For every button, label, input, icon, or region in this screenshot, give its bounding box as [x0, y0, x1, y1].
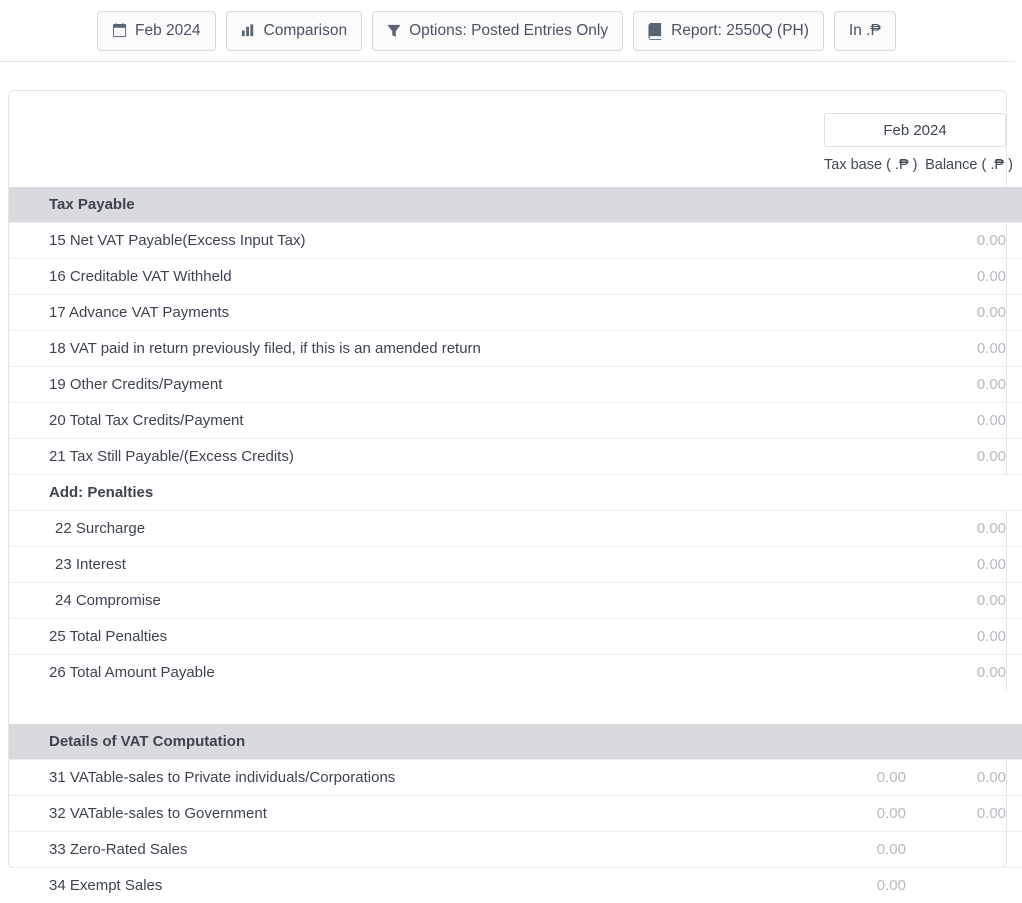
table-row[interactable] — [9, 796, 1022, 832]
column-header-row — [9, 147, 1022, 187]
report-body — [9, 91, 1022, 903]
row-balance: 0.00 — [916, 583, 1022, 619]
row-tax-base — [824, 403, 916, 439]
period-header-row — [9, 91, 1022, 147]
row-balance: 0.00 — [916, 403, 1022, 439]
section-header-vat-computation[interactable] — [9, 724, 1022, 760]
row-balance — [916, 832, 1022, 868]
column-header-balance: Balance ( .₱ ) — [916, 147, 1022, 187]
table-row[interactable] — [9, 760, 1022, 796]
report-container — [0, 62, 1015, 868]
facet-period-label: Feb 2024 — [135, 22, 201, 40]
row-label: 21 Tax Still Payable/(Excess Credits) — [9, 439, 824, 475]
row-label: 17 Advance VAT Payments — [9, 295, 824, 331]
facet-comparison[interactable] — [226, 11, 363, 51]
book-icon — [648, 23, 663, 38]
row-balance: 0.00 — [916, 223, 1022, 259]
filter-icon — [387, 24, 401, 38]
facet-currency-label: In .₱ — [849, 22, 881, 40]
report-scroll-area[interactable] — [9, 91, 1006, 867]
facet-options-label: Options: Posted Entries Only — [409, 22, 608, 40]
row-label: 34 Exempt Sales — [9, 868, 824, 903]
facet-report-label: Report: 2550Q (PH) — [671, 22, 809, 40]
row-label: 23 Interest — [9, 547, 824, 583]
table-row[interactable] — [9, 868, 1022, 903]
row-balance: 0.00 — [916, 367, 1022, 403]
row-balance: 0.00 — [916, 547, 1022, 583]
bar-chart-icon — [241, 23, 256, 38]
row-label: 31 VATable-sales to Private individuals/Corporations — [9, 760, 824, 796]
row-tax-base — [824, 295, 916, 331]
facet-comparison-label: Comparison — [264, 22, 348, 40]
row-balance: 0.00 — [916, 760, 1022, 796]
row-balance: 0.00 — [916, 511, 1022, 547]
row-label: 15 Net VAT Payable(Excess Input Tax) — [9, 223, 824, 259]
row-label: 24 Compromise — [9, 583, 824, 619]
row-tax-base — [824, 583, 916, 619]
table-row[interactable] — [9, 223, 1022, 259]
subsection-title: Add: Penalties — [9, 475, 824, 511]
row-balance: 0.00 — [916, 655, 1022, 691]
row-tax-base: 0.00 — [824, 832, 916, 868]
row-balance — [916, 868, 1022, 903]
row-tax-base — [824, 439, 916, 475]
facet-report[interactable] — [633, 11, 824, 51]
row-tax-base — [824, 331, 916, 367]
table-row[interactable] — [9, 832, 1022, 868]
table-row[interactable] — [9, 295, 1022, 331]
facet-options[interactable] — [372, 11, 623, 51]
table-row[interactable] — [9, 403, 1022, 439]
row-tax-base — [824, 511, 916, 547]
row-tax-base — [824, 367, 916, 403]
period-column-header: Feb 2024 — [824, 113, 1006, 147]
table-row[interactable] — [9, 511, 1022, 547]
row-label: 22 Surcharge — [9, 511, 824, 547]
subsection-header-penalties[interactable] — [9, 475, 1022, 511]
row-tax-base — [824, 619, 916, 655]
table-row[interactable] — [9, 619, 1022, 655]
row-balance: 0.00 — [916, 259, 1022, 295]
row-balance: 0.00 — [916, 439, 1022, 475]
calendar-icon — [112, 23, 127, 38]
row-tax-base — [824, 547, 916, 583]
vat-report-table — [9, 91, 1022, 903]
row-tax-base: 0.00 — [824, 760, 916, 796]
table-row[interactable] — [9, 439, 1022, 475]
row-label: 25 Total Penalties — [9, 619, 824, 655]
row-label: 33 Zero-Rated Sales — [9, 832, 824, 868]
section-header-tax-payable[interactable] — [9, 187, 1022, 223]
section-title: Tax Payable — [9, 187, 824, 223]
column-header-tax-base: Tax base ( .₱ ) — [824, 147, 916, 187]
row-balance: 0.00 — [916, 331, 1022, 367]
row-label: 16 Creditable VAT Withheld — [9, 259, 824, 295]
row-label: 26 Total Amount Payable — [9, 655, 824, 691]
row-tax-base: 0.00 — [824, 868, 916, 903]
table-row[interactable] — [9, 655, 1022, 691]
row-label: 18 VAT paid in return previously filed, if this is an amended return — [9, 331, 824, 367]
table-row[interactable] — [9, 547, 1022, 583]
row-tax-base — [824, 655, 916, 691]
facet-currency[interactable] — [834, 11, 896, 51]
report-sheet — [8, 90, 1007, 868]
row-label: 32 VATable-sales to Government — [9, 796, 824, 832]
row-label: 19 Other Credits/Payment — [9, 367, 824, 403]
table-row[interactable] — [9, 331, 1022, 367]
facet-period[interactable] — [97, 11, 216, 51]
table-row[interactable] — [9, 367, 1022, 403]
section-gap — [9, 690, 1022, 724]
row-tax-base — [824, 259, 916, 295]
section-title: Details of VAT Computation — [9, 724, 824, 760]
row-tax-base: 0.00 — [824, 796, 916, 832]
table-row[interactable] — [9, 583, 1022, 619]
column-header-spacer — [9, 147, 824, 187]
row-balance: 0.00 — [916, 295, 1022, 331]
row-label: 20 Total Tax Credits/Payment — [9, 403, 824, 439]
row-tax-base — [824, 223, 916, 259]
table-row[interactable] — [9, 259, 1022, 295]
row-balance: 0.00 — [916, 796, 1022, 832]
row-balance: 0.00 — [916, 619, 1022, 655]
filter-toolbar — [0, 0, 1015, 62]
